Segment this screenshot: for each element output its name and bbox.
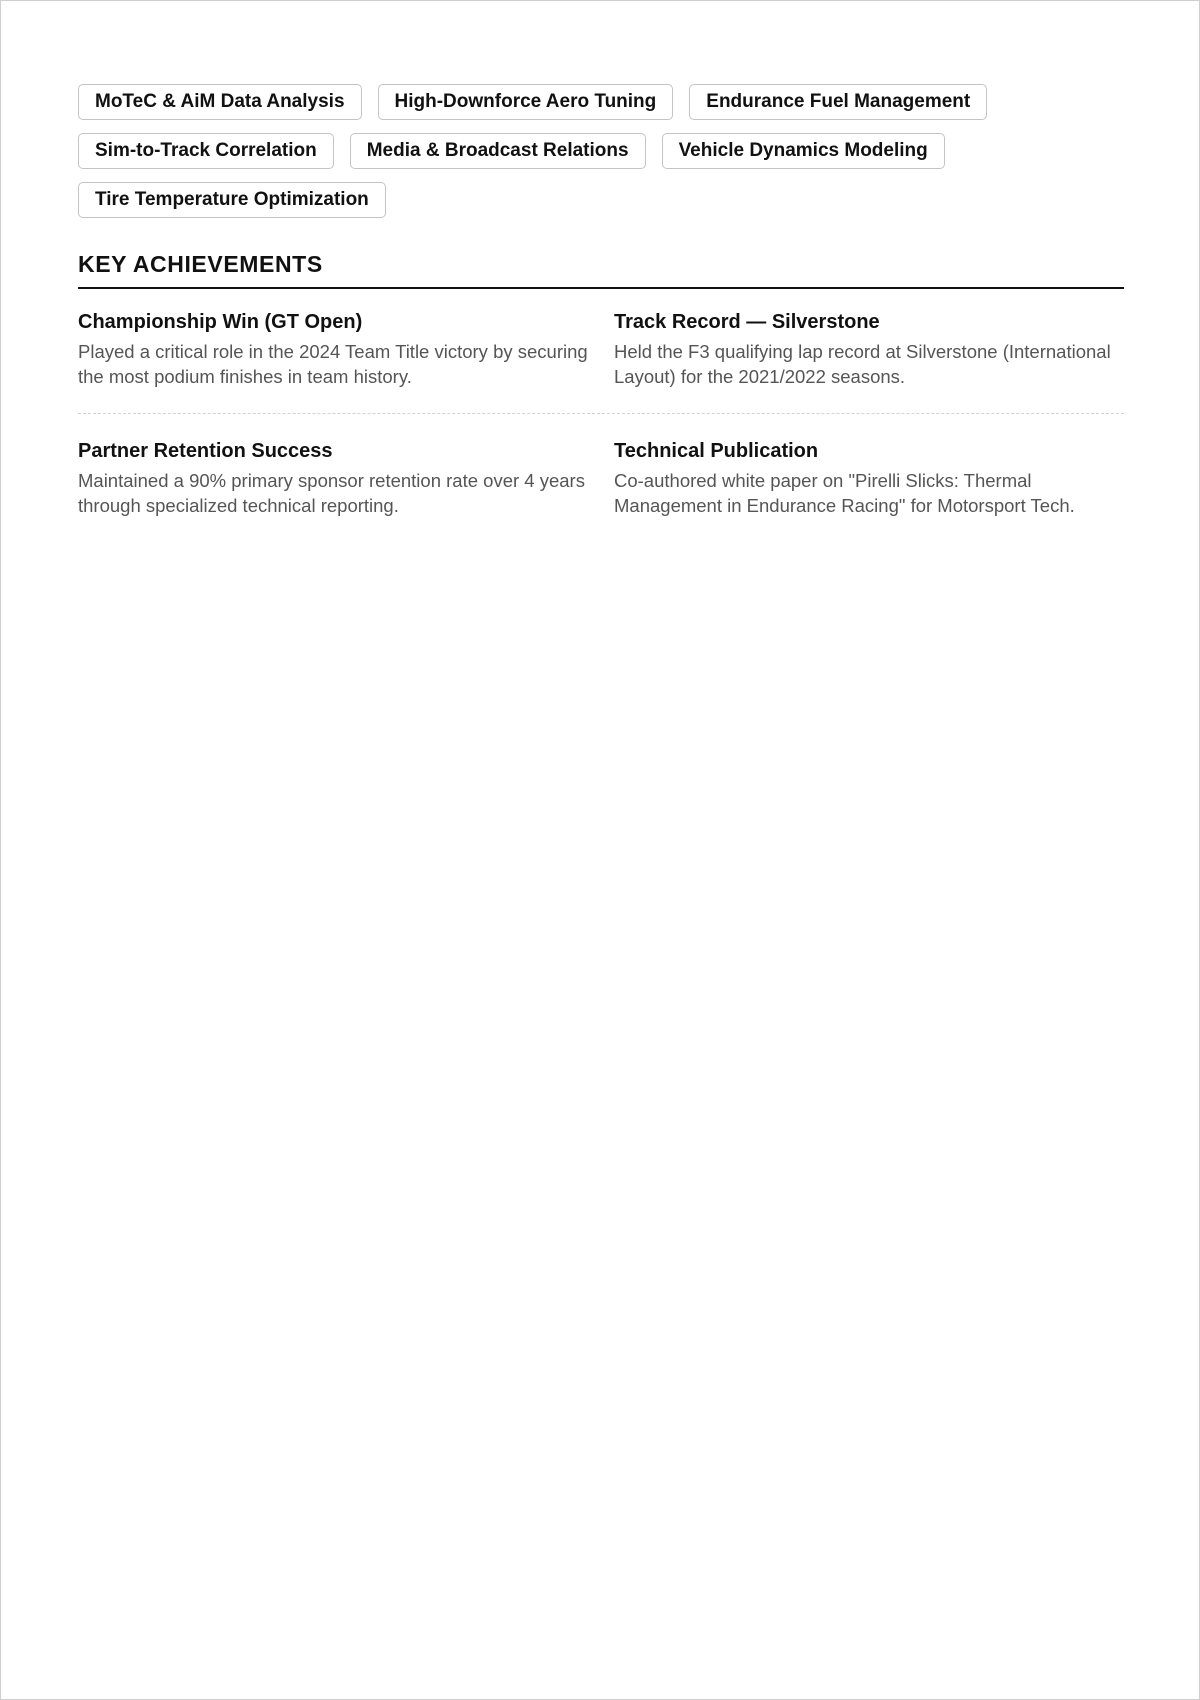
achievement-item xyxy=(614,309,1124,389)
achievement-description: Co-authored white paper on "Pirelli Slicks: Thermal Management in Endurance Racing" for Motorsport Tech. xyxy=(614,470,1075,516)
achievement-title: Technical Publication xyxy=(614,440,819,462)
skill-tag: Endurance Fuel Management xyxy=(689,84,987,120)
achievement-description: Held the F3 qualifying lap record at Silverstone (International Layout) for the 2021/2022 seasons. xyxy=(614,341,1111,387)
achievement-item xyxy=(78,309,588,389)
key-achievements-heading: KEY ACHIEVEMENTS xyxy=(78,250,1124,289)
achievement-description: Played a critical role in the 2024 Team Title victory by securing the most podium finishes in team history. xyxy=(78,341,588,387)
achievement-title: Partner Retention Success xyxy=(78,440,333,462)
achievement-item xyxy=(78,438,588,518)
skill-tag: Tire Temperature Optimization xyxy=(78,182,386,218)
achievements-row xyxy=(78,309,1124,414)
skill-tag: Vehicle Dynamics Modeling xyxy=(662,133,945,169)
achievements-row xyxy=(78,438,1124,518)
achievement-item xyxy=(614,438,1124,518)
achievement-description: Maintained a 90% primary sponsor retention rate over 4 years through specialized technical reporting. xyxy=(78,470,585,516)
skill-tag: High-Downforce Aero Tuning xyxy=(378,84,674,120)
skill-tag: Sim-to-Track Correlation xyxy=(78,133,334,169)
skill-tag: Media & Broadcast Relations xyxy=(350,133,646,169)
achievement-title: Track Record — Silverstone xyxy=(614,311,880,333)
skill-tag: MoTeC & AiM Data Analysis xyxy=(78,84,362,120)
skills-tag-list xyxy=(78,84,1124,218)
resume-content xyxy=(78,84,1124,518)
achievement-title: Championship Win (GT Open) xyxy=(78,311,363,333)
